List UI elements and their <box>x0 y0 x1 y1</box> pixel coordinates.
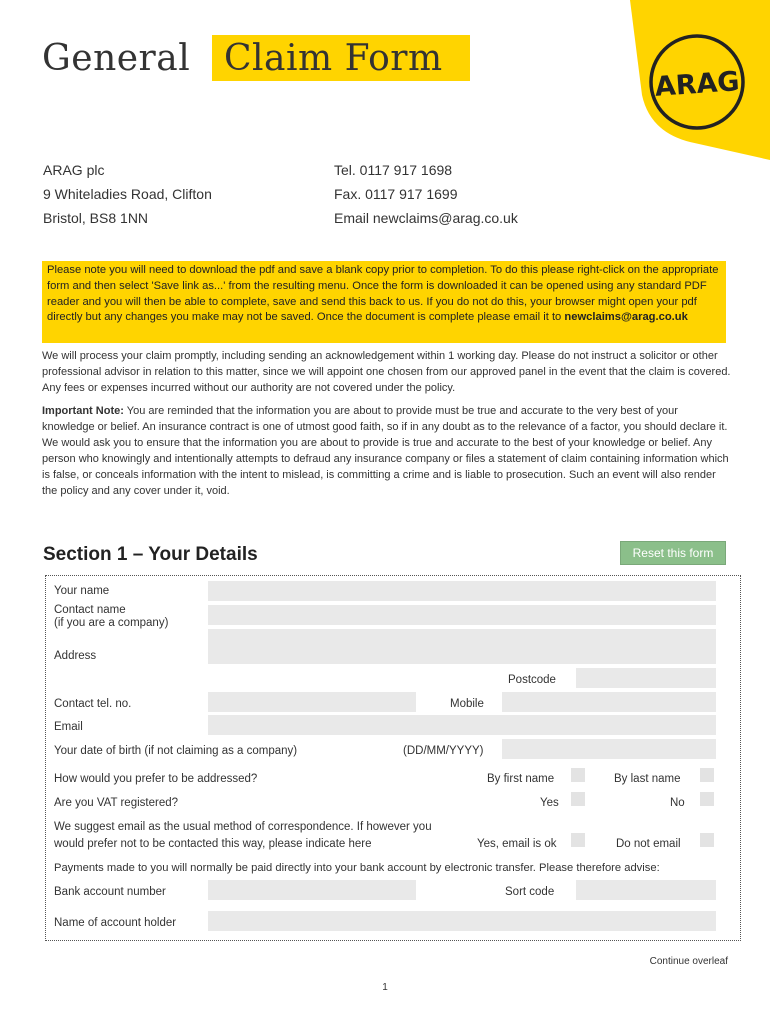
by-first-name-label: By first name <box>487 773 555 785</box>
contact-name-note: (if you are a company) <box>54 617 169 629</box>
intro-paragraph: We will process your claim promptly, including sending an acknowledgement within 1 working day. Please do not instruct a solicitor or other professional advisor in relation to this matter, since we will appoint one chosen from our approved panel in the event that the claim is covered. Any fees or expenses incurred without our authority are not covered under the policy. <box>42 350 731 394</box>
vat-yes-checkbox[interactable] <box>571 792 585 806</box>
contact-tel-label: Contact tel. no. <box>54 698 132 710</box>
email-preference-text-1: We suggest email as the usual method of correspondence. If however you <box>54 821 432 833</box>
contact-tel-input[interactable] <box>208 692 416 712</box>
address-street: 9 Whiteladies Road, Clifton <box>43 186 212 202</box>
reset-form-button[interactable]: Reset this form <box>620 541 726 565</box>
by-last-name-label: By last name <box>614 773 681 785</box>
address-label: Address <box>54 650 97 662</box>
vat-yes-label: Yes <box>540 797 559 809</box>
addressed-question: How would you prefer to be addressed? <box>54 773 258 785</box>
postcode-label: Postcode <box>508 674 556 686</box>
arag-logo <box>590 0 770 160</box>
mobile-label: Mobile <box>450 698 484 710</box>
continue-overleaf: Continue overleaf <box>649 956 728 967</box>
address-input[interactable] <box>208 629 716 664</box>
account-holder-input[interactable] <box>208 911 716 931</box>
contact-name-label: Contact name <box>54 604 126 616</box>
by-last-name-checkbox[interactable] <box>700 768 714 782</box>
email-label: Email <box>54 721 83 733</box>
sort-code-input[interactable] <box>576 880 716 900</box>
payments-note: Payments made to you will normally be paid directly into your bank account by electronic transfer. Please therefore advise: <box>54 862 660 874</box>
download-notice <box>42 261 726 343</box>
email-ok-checkbox[interactable] <box>571 833 585 847</box>
no-email-checkbox[interactable] <box>700 833 714 847</box>
title-claim-form: Claim Form <box>224 38 443 79</box>
vat-no-checkbox[interactable] <box>700 792 714 806</box>
dob-label: Your date of birth (if not claiming as a company) <box>54 745 298 757</box>
no-email-label: Do not email <box>616 838 681 850</box>
account-holder-label: Name of account holder <box>54 917 177 929</box>
important-note-label: Important Note: <box>42 405 124 417</box>
dob-format-label: (DD/MM/YYYY) <box>403 745 484 757</box>
dob-input[interactable] <box>502 739 716 759</box>
notice-text: Please note you will need to download the pdf and save a blank copy prior to completion. To do this please right-click on the appropriate form and then select 'Save link as...' from the resulting menu. Once the form is downloaded it can be opened using any standard PDF reader and you will then be able to complete, save and send this back to us. If you do not do this, your browser might open your pdf directly but any changes you make may not be saved. Once the document is complete please email it to <box>47 264 719 324</box>
section-title: Section 1 – Your Details <box>43 544 258 565</box>
contact-name-input[interactable] <box>208 605 716 625</box>
your-name-input[interactable] <box>208 581 716 601</box>
page-number: 1 <box>382 982 388 993</box>
vat-no-label: No <box>670 797 685 809</box>
by-first-name-checkbox[interactable] <box>571 768 585 782</box>
email-preference-text-2: would prefer not to be contacted this way, please indicate here <box>54 838 372 850</box>
notice-email-link[interactable]: newclaims@arag.co.uk <box>564 311 688 324</box>
important-note-text: You are reminded that the information you are about to provide must be true and accurate to the very best of your knowledge or belief. An insurance contract is one of utmost good faith, so if in any doubt as to the relevance of a factor, you should declare it. We would ask you to ensure that the information you are about to provide is true and accurate to the best of your knowledge or belief. Any person who knowingly and intentionally attempts to defraud any insurance company or files a statement of claim containing information which is false, or conceals information with the intent to mislead, is committing a crime and is liable to prosecution. Such an event will also render the policy and any cover under it, void. <box>42 405 729 497</box>
fax-number: Fax. 0117 917 1699 <box>334 186 458 202</box>
email-input[interactable] <box>208 715 716 735</box>
contact-email: Email newclaims@arag.co.uk <box>334 210 518 226</box>
important-note <box>42 403 732 499</box>
phone-number: Tel. 0117 917 1698 <box>334 162 453 178</box>
company-name: ARAG plc <box>43 162 105 178</box>
bank-account-input[interactable] <box>208 880 416 900</box>
mobile-input[interactable] <box>502 692 716 712</box>
title-general: General <box>42 38 191 79</box>
vat-question: Are you VAT registered? <box>54 797 179 809</box>
bank-account-label: Bank account number <box>54 886 166 898</box>
sort-code-label: Sort code <box>505 886 555 898</box>
logo-text: ARAG <box>653 66 741 103</box>
your-name-label: Your name <box>54 585 110 597</box>
address-city: Bristol, BS8 1NN <box>43 210 149 226</box>
email-ok-label: Yes, email is ok <box>477 838 557 850</box>
postcode-input[interactable] <box>576 668 716 688</box>
